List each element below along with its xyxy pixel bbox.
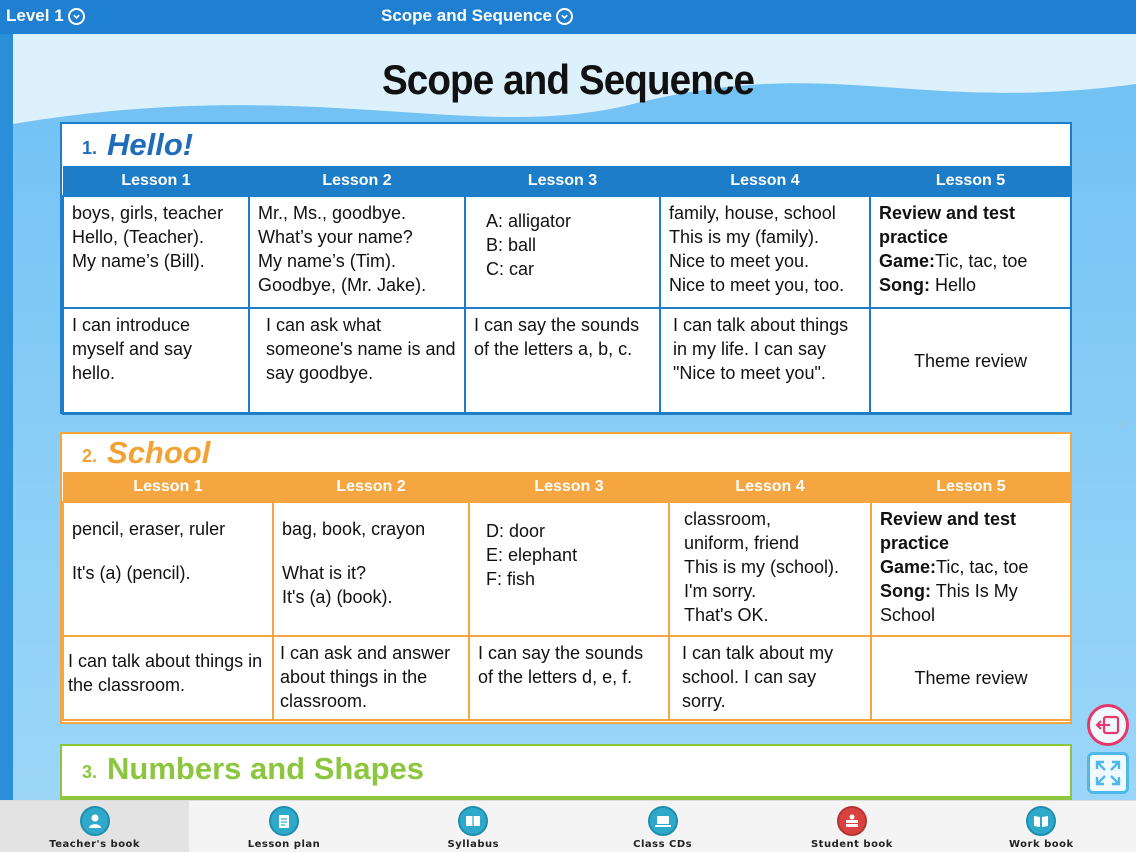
laptop-icon — [648, 806, 678, 836]
section-number: 1. — [82, 137, 98, 158]
nav-label: Work book — [1008, 839, 1074, 850]
lesson-header: Lesson 1 — [63, 472, 273, 502]
lesson-content-cell: Mr., Ms., goodbye. What’s your name? My name’s (Tim). Goodbye, (Mr. Jake). — [249, 196, 465, 308]
lesson-content-cell: pencil, eraser, ruler It's (a) (pencil). — [63, 502, 273, 636]
lesson-header: Lesson 4 — [669, 472, 871, 502]
lesson-header: Lesson 3 — [465, 166, 660, 196]
expand-icon — [1094, 759, 1122, 787]
lesson-goal-cell: I can talk about things in my life. I can say "Nice to meet you". — [660, 308, 870, 414]
next-page-arrow-icon[interactable]: › — [1116, 410, 1127, 440]
lesson-goal-cell: I can say the sounds of the letters a, b, c. — [465, 308, 660, 414]
section-name: Hello! — [107, 127, 194, 162]
student-book-icon — [837, 806, 867, 836]
lesson-goal-cell: Theme review — [871, 636, 1071, 720]
lesson-header: Lesson 4 — [660, 166, 870, 196]
section-title — [62, 746, 1070, 792]
section-title — [62, 434, 1070, 472]
section-hello — [60, 122, 1072, 414]
lesson-goal-cell: I can talk about things in the classroom. — [63, 636, 273, 720]
nav-student-book[interactable] — [757, 801, 946, 852]
lesson-header: Lesson 3 — [469, 472, 669, 502]
top-bar — [0, 0, 1136, 34]
title-selector[interactable] — [381, 6, 573, 26]
lesson-goal-cell: I can talk about my school. I can say sorry. — [669, 636, 871, 720]
lesson-content-cell: Review and test practice Game:Tic, tac, toe Song: This Is My School — [871, 502, 1071, 636]
syllabus-icon — [458, 806, 488, 836]
section-name: School — [107, 435, 211, 470]
lesson-content-cell: boys, girls, teacher Hello, (Teacher). My name’s (Bill). — [63, 196, 249, 308]
nav-label: Student book — [810, 839, 893, 850]
lesson-content-cell: Review and test practice Game:Tic, tac, toe Song: Hello — [870, 196, 1071, 308]
section-number: 3. — [82, 761, 98, 782]
lesson-header: Lesson 5 — [870, 166, 1071, 196]
nav-label: Syllabus — [447, 839, 500, 850]
nav-teachers-book[interactable] — [0, 801, 189, 852]
lesson-content-cell: family, house, school This is my (family). Nice to meet you. Nice to meet you, too. — [660, 196, 870, 308]
clipboard-icon — [269, 806, 299, 836]
nav-syllabus[interactable] — [379, 801, 568, 852]
section-school — [60, 432, 1072, 724]
lesson-content-cell: D: door E: elephant F: fish — [469, 502, 669, 636]
level-label: Level 1 — [6, 6, 64, 25]
section-number: 2. — [82, 445, 98, 466]
nav-label: Lesson plan — [247, 839, 321, 850]
lesson-header: Lesson 5 — [871, 472, 1071, 502]
nav-class-cds[interactable] — [568, 801, 757, 852]
page-left-strip — [0, 34, 13, 800]
lesson-goal-cell: I can ask what someone's name is and say goodbye. — [249, 308, 465, 414]
lesson-header: Lesson 2 — [273, 472, 469, 502]
nav-lesson-plan[interactable] — [189, 801, 378, 852]
lesson-content-cell: bag, book, crayon What is it? It's (a) (book). — [273, 502, 469, 636]
teacher-icon — [80, 806, 110, 836]
section-title — [62, 124, 1070, 166]
lesson-header: Lesson 2 — [249, 166, 465, 196]
level-selector[interactable] — [6, 6, 85, 26]
lesson-content-cell: A: alligator B: ball C: car — [465, 196, 660, 308]
exit-button[interactable] — [1087, 704, 1129, 746]
book-page — [0, 34, 1136, 800]
bottom-nav — [0, 800, 1136, 852]
nav-work-book[interactable] — [947, 801, 1136, 852]
nav-label: Teacher's book — [49, 839, 141, 850]
lesson-header: Lesson 1 — [63, 166, 249, 196]
exit-icon — [1095, 715, 1121, 735]
section-numbers-and-shapes — [60, 744, 1072, 800]
lesson-goal-cell: I can say the sounds of the letters d, e, f. — [469, 636, 669, 720]
chevron-down-icon[interactable] — [68, 8, 85, 25]
lesson-goal-cell: I can introduce myself and say hello. — [63, 308, 249, 414]
lesson-table — [62, 166, 1072, 415]
fullscreen-button[interactable] — [1087, 752, 1129, 794]
book-icon — [1026, 806, 1056, 836]
lesson-goal-cell: Theme review — [870, 308, 1071, 414]
lesson-goal-cell: I can ask and answer about things in the classroom. — [273, 636, 469, 720]
lesson-table — [62, 472, 1072, 721]
page-title: Scope and Sequence — [381, 6, 552, 25]
page-heading: Scope and Sequence — [381, 56, 755, 103]
lesson-content-cell: classroom, uniform, friend This is my (school). I'm sorry. That's OK. — [669, 502, 871, 636]
chevron-down-icon[interactable] — [556, 8, 573, 25]
nav-label: Class CDs — [633, 839, 693, 850]
section-name: Numbers and Shapes — [107, 751, 424, 786]
